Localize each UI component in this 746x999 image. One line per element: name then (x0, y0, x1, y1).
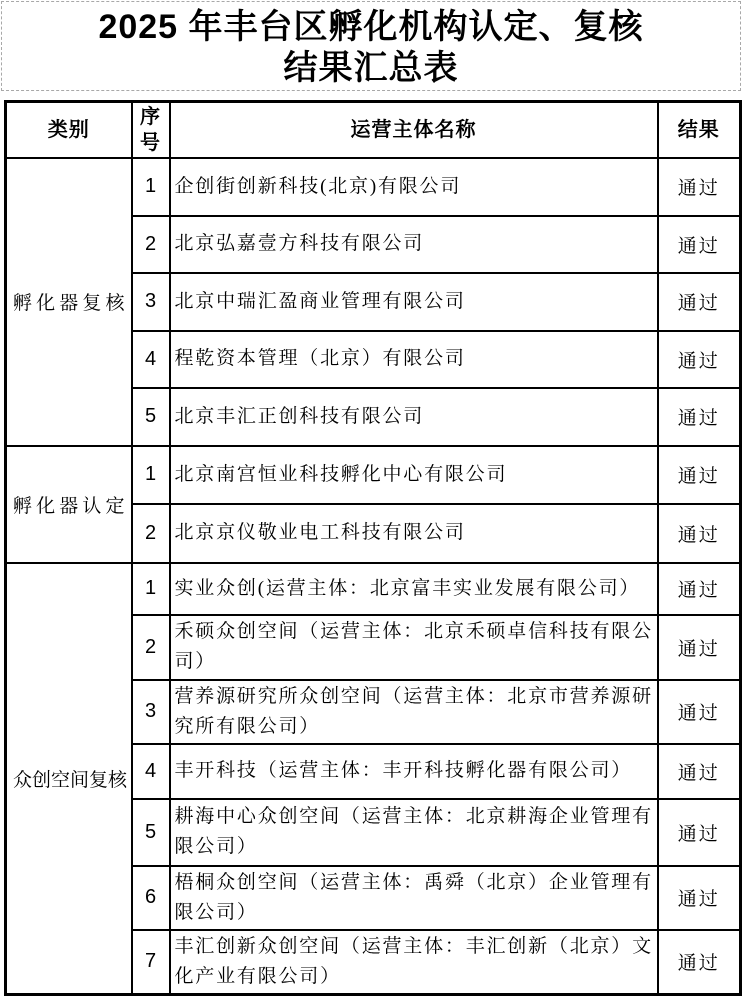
table-row (6, 158, 741, 216)
name-cell: 北京中瑞汇盈商业管理有限公司 (170, 273, 658, 331)
result-cell: 通过 (658, 158, 741, 216)
name-cell: 禾硕众创空间（运营主体：北京禾硕卓信科技有限公司） (170, 615, 658, 680)
name-cell: 北京南宫恒业科技孵化中心有限公司 (170, 446, 658, 504)
index-cell: 5 (132, 388, 170, 446)
result-cell: 通过 (658, 216, 741, 273)
category-cell: 孵化器复核 (6, 158, 132, 446)
result-cell: 通过 (658, 563, 741, 615)
result-cell: 通过 (658, 744, 741, 799)
header-name: 运营主体名称 (170, 102, 658, 158)
header-category: 类别 (6, 102, 132, 158)
name-cell: 梧桐众创空间（运营主体：禹舜（北京）企业管理有限公司） (170, 866, 658, 930)
name-cell: 北京丰汇正创科技有限公司 (170, 388, 658, 446)
page-title-line2: 结果汇总表 (283, 49, 459, 87)
category-cell: 孵化器认定 (6, 446, 132, 563)
name-cell: 实业众创(运营主体：北京富丰实业发展有限公司） (170, 563, 658, 615)
table-row (6, 563, 741, 615)
name-cell: 程乾资本管理（北京）有限公司 (170, 331, 658, 388)
index-cell: 4 (132, 331, 170, 388)
index-cell: 3 (132, 273, 170, 331)
table-row (6, 446, 741, 504)
name-cell: 北京弘嘉壹方科技有限公司 (170, 216, 658, 273)
result-cell: 通过 (658, 680, 741, 744)
result-cell: 通过 (658, 446, 741, 504)
title-block (1, 1, 741, 91)
index-cell: 2 (132, 504, 170, 563)
header-result: 结果 (658, 102, 741, 158)
index-cell: 5 (132, 799, 170, 866)
index-cell: 1 (132, 446, 170, 504)
result-cell: 通过 (658, 799, 741, 866)
category-cell: 众创空间复核 (6, 563, 132, 995)
name-cell: 丰汇创新众创空间（运营主体：丰汇创新（北京）文化产业有限公司） (170, 930, 658, 995)
name-cell: 北京京仪敬业电工科技有限公司 (170, 504, 658, 563)
page-title-line1: 2025 年丰台区孵化机构认定、复核 (98, 8, 644, 46)
result-cell: 通过 (658, 331, 741, 388)
index-cell: 1 (132, 563, 170, 615)
index-cell: 6 (132, 866, 170, 930)
index-cell: 2 (132, 615, 170, 680)
header-index: 序号 (132, 102, 170, 158)
name-cell: 丰开科技（运营主体：丰开科技孵化器有限公司） (170, 744, 658, 799)
result-cell: 通过 (658, 273, 741, 331)
result-cell: 通过 (658, 388, 741, 446)
index-cell: 3 (132, 680, 170, 744)
index-cell: 2 (132, 216, 170, 273)
index-cell: 4 (132, 744, 170, 799)
index-cell: 7 (132, 930, 170, 995)
result-cell: 通过 (658, 866, 741, 930)
index-cell: 1 (132, 158, 170, 216)
name-cell: 营养源研究所众创空间（运营主体：北京市营养源研究所有限公司） (170, 680, 658, 744)
name-cell: 耕海中心众创空间（运营主体：北京耕海企业管理有限公司） (170, 799, 658, 866)
header-row (6, 102, 741, 158)
results-table (4, 100, 742, 996)
result-cell: 通过 (658, 930, 741, 995)
name-cell: 企创街创新科技(北京)有限公司 (170, 158, 658, 216)
result-cell: 通过 (658, 615, 741, 680)
result-cell: 通过 (658, 504, 741, 563)
